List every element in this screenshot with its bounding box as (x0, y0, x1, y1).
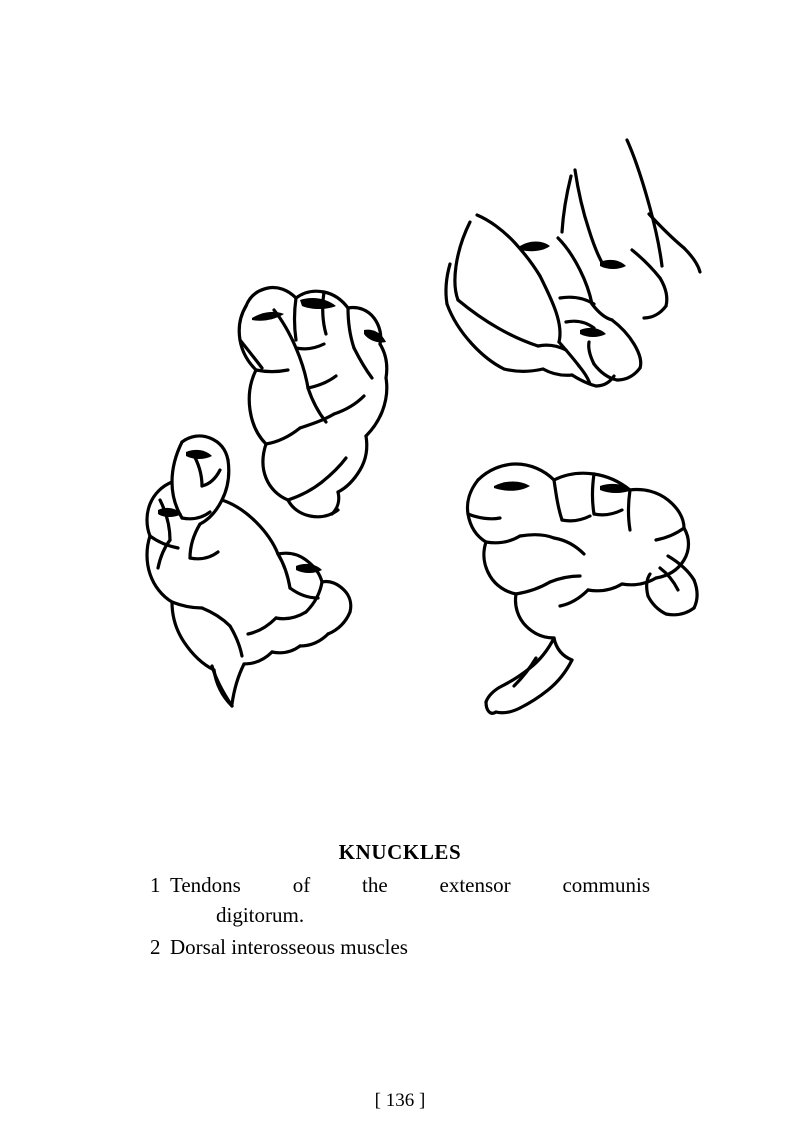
caption-item (150, 933, 650, 963)
caption-item (150, 871, 650, 931)
page-folio: [ 136 ] (374, 1090, 426, 1111)
caption-item-number: 2 (150, 934, 161, 959)
caption-item-number: 1 (150, 873, 161, 897)
caption-item-text (170, 871, 650, 931)
caption-item-text: Dorsal interosseous muscles (170, 934, 408, 959)
figure-caption (0, 840, 800, 964)
caption-item-line-2: digitorum. (216, 902, 305, 927)
caption-item-line-1: Tendons of the extensor communis (170, 873, 650, 897)
caption-title: KNUCKLES (338, 840, 462, 864)
caption-list (150, 871, 650, 962)
